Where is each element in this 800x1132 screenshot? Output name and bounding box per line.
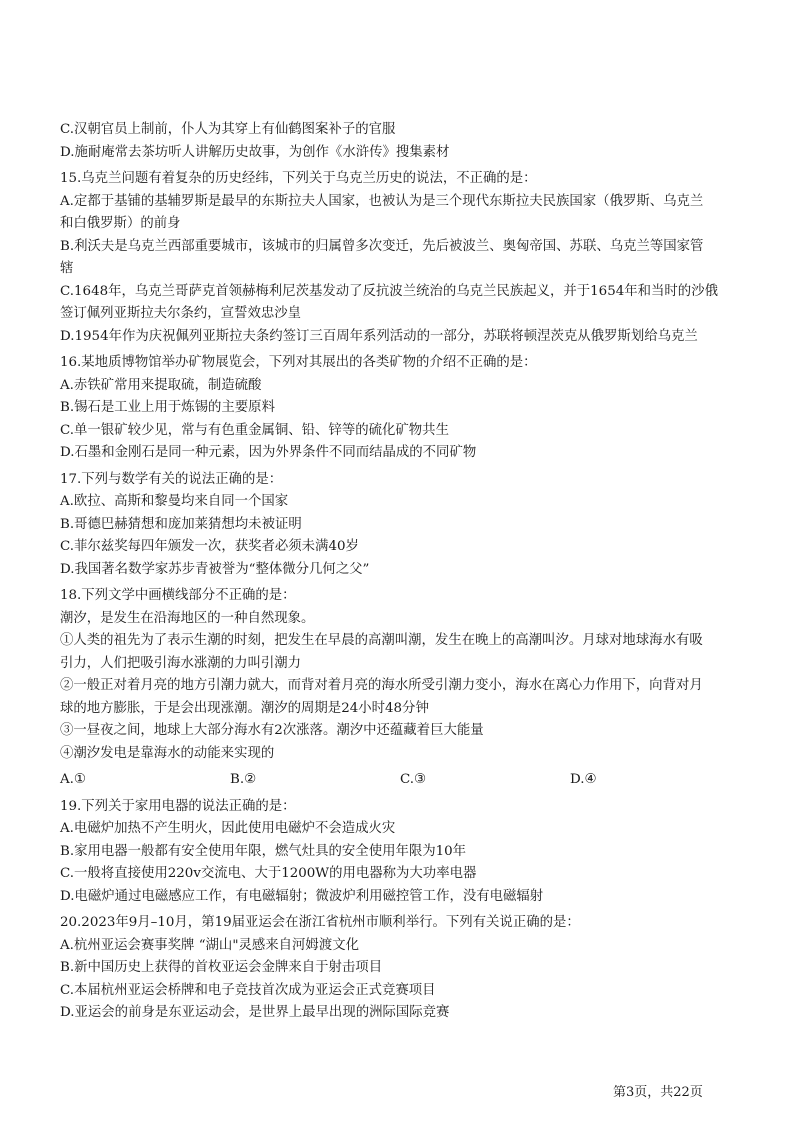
passage-item-1-line-1: ①人类的祖先为了表示生潮的时刻，把发生在早晨的高潮叫潮，发生在晚上的高潮叫汐。月球对地球海水有吸	[60, 633, 703, 648]
option-a-line-1: A.定都于基铺的基辅罗斯是最早的东斯拉夫人国家，也被认为是三个现代东斯拉夫民族国家（俄罗斯、乌克兰	[60, 193, 704, 209]
question-15	[60, 168, 750, 348]
question-stem: 16.某地质博物馆举办矿物展览会，下列对其展出的各类矿物的介绍不正确的是：	[60, 355, 537, 370]
option-a: A.电磁炉加热不产生明火，因此使用电磁炉不会造成火灾	[60, 821, 396, 836]
passage-intro: 潮汐，是发生在沿海地区的一种自然现象。	[60, 610, 315, 626]
option-b-line-2: 辖	[60, 261, 74, 276]
question-stem: 20.2023年9月–10月，第19届亚运会在浙江省杭州市顺利举行。下列有关说正确的是：	[60, 915, 580, 930]
option-c: C.本届杭州亚运会桥牌和电子竞技首次成为亚运会正式竞赛项目	[60, 982, 436, 998]
answer-choices	[60, 769, 750, 792]
page-number: 第3页，共22页	[613, 1085, 703, 1100]
question-stem: 18.下列文学中画横线部分不正确的是：	[60, 588, 296, 603]
passage-item-2-line-2: 球的地方膨胀，于是会出现涨潮。潮汐的周期是24小时48分钟	[60, 700, 429, 716]
option-d: D.1954年作为庆祝佩列亚斯拉夫条约签订三百周年系列活动的一部分，苏联将顿涅茨克从俄罗斯划给乌克兰	[60, 328, 698, 344]
option-d: D.电磁炉通过电磁感应工作，有电磁辐射；微波炉利用磁控管工作，没有电磁辐射	[60, 888, 544, 904]
passage-item-4: ④潮汐发电是靠海水的动能来实现的	[60, 745, 275, 761]
passage-item-1-line-2: 引力，人们把吸引海水涨潮的力叫引潮力	[60, 655, 302, 671]
option-b: B.新中国历史上获得的首枚亚运会金牌来自于射击项目	[60, 960, 383, 975]
option-c: C.汉朝官员上制前，仆人为其穿上有仙鹤图案补子的官服	[60, 122, 396, 137]
option-a: A.欧拉、高斯和黎曼均来自同一个国家	[60, 494, 289, 509]
question-stem: 17.下列与数学有关的说法正确的是：	[60, 471, 283, 487]
question-17	[60, 469, 750, 582]
question-14-tail	[60, 119, 750, 164]
option-c-line-1: C.1648年，乌克兰哥萨克首领赫梅利尼茨基发动了反抗波兰统治的乌克兰民族起义，并于1654年和当时的沙俄	[60, 283, 718, 299]
option-b: B.家用电器一般都有安全使用年限，燃气灶具的安全使用年限为10年	[60, 843, 467, 859]
question-stem: 15.乌克兰问题有着复杂的历史经纬，下列关于乌克兰历史的说法，不正确的是：	[60, 171, 537, 186]
choice-d: D.④	[570, 772, 597, 787]
question-20	[60, 912, 750, 1025]
choice-b: B.②	[230, 772, 257, 787]
option-a-line-2: 和白俄罗斯）的前身	[60, 216, 181, 231]
option-c-line-2: 签订佩列亚斯拉夫尔条约，宣誓效忠沙皇	[60, 306, 302, 321]
option-c: C.单一银矿较少见，常与有色重金属铜、铅、锌等的硫化矿物共生	[60, 422, 449, 438]
option-b: B.哥德巴赫猜想和庞加莱猜想均未被证明	[60, 516, 302, 532]
option-d: D.施耐庵常去茶坊听人讲解历史故事，为创作《水浒传》搜集素材	[60, 144, 450, 160]
option-b: B.锡石是工业上用于炼锡的主要原料	[60, 400, 275, 415]
question-16	[60, 352, 750, 465]
question-stem: 19.下列关于家用电器的说法正确的是：	[60, 798, 296, 814]
option-b-line-1: B.利沃夫是乌克兰西部重要城市，该城市的归属曾多次变迁，先后被波兰、奥匈帝国、苏联、乌克兰等国家管	[60, 238, 704, 254]
option-c: C.一般将直接使用220v交流电、大于1200W的用电器称为大功率电器	[60, 866, 477, 881]
option-d: D.石墨和金刚石是同一种元素，因为外界条件不同而结晶成的不同矿物	[60, 445, 477, 460]
option-a: A.杭州亚运会赛事奖牌 “湖山"灵感来自河姆渡文化	[60, 937, 359, 953]
option-a: A.赤铁矿常用来提取硫，制造硫酸	[60, 377, 262, 393]
question-19	[60, 796, 750, 909]
question-list	[60, 119, 750, 1025]
option-d: D.我国著名数学家苏步青被誉为“整体微分几何之父”	[60, 561, 370, 577]
passage-item-3: ③一昼夜之间，地球上大部分海水有2次涨落。潮汐中还蕴藏着巨大能量	[60, 723, 484, 738]
choice-c: C.③	[400, 772, 427, 787]
option-d: D.亚运会的前身是东亚运动会，是世界上最早出现的洲际国际竞赛	[60, 1005, 450, 1020]
choice-a: A.①	[60, 772, 86, 787]
passage-item-2-line-1: ②一般正对着月亮的地方引潮力就大，而背对着月亮的海水所受引潮力变小，海水在离心力作用下，向背对月	[60, 678, 703, 693]
option-c: C.菲尔兹奖每四年颁发一次，获奖者必须未满40岁	[60, 539, 359, 554]
question-18	[60, 585, 750, 792]
